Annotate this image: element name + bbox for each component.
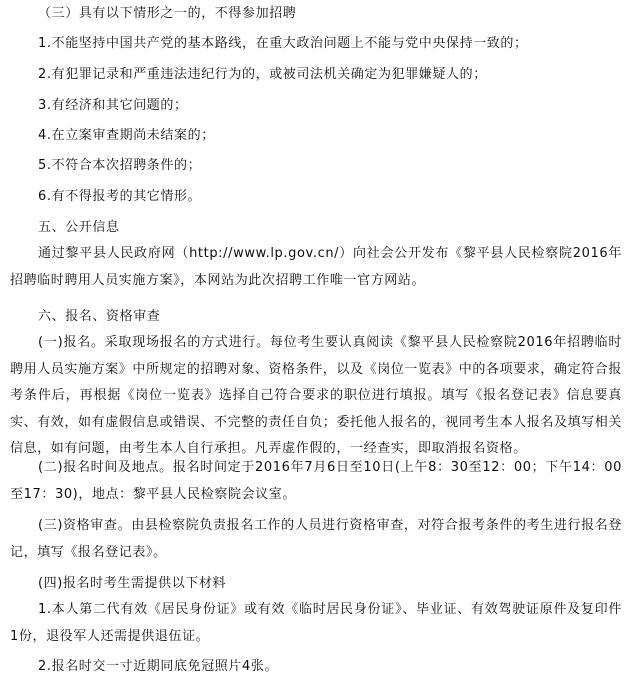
materials-item-2: 2.报名时交一寸近期同底免冠照片4张。 <box>38 659 279 674</box>
disqualification-item-2: 2.有犯罪记录和严重违法违纪行为的，或被司法机关确定为犯罪嫌疑人的； <box>38 67 487 82</box>
materials-heading: (四)报名时考生需提供以下材料 <box>38 576 227 591</box>
materials-item-1: 1.本人第二代有效《居民身份证》或有效《临时居民身份证》、毕业证、有效驾驶证原件及复印件1份，退役军人还需提供退伍证。 <box>10 602 622 644</box>
disqualification-item-3: 3.有经济和其它问题的； <box>38 98 188 113</box>
section-heading-registration: 六、报名、资格审查 <box>38 309 161 324</box>
qualification-review-paragraph: (三)资格审查。由县检察院负责报名工作的人员进行资格审查，对符合报考条件的考生进行报名登记，填写《报名登记表》。 <box>10 518 622 560</box>
disqualification-item-1: 1.不能坚持中国共产党的基本路线，在重大政治问题上不能与党中央保持一致的； <box>38 36 528 51</box>
public-info-paragraph: 通过黎平县人民政府网（http://www.lp.gov.cn/）向社会公开发布《黎平县人民检察院2016年招聘临时聘用人员实施方案》，本网站为此次招聘工作唯一官方网站。 <box>10 246 622 288</box>
section-heading-public-info: 五、公开信息 <box>38 220 120 235</box>
registration-time-paragraph: (二)报名时间及地点。报名时间定于2016年7月6日至10日(上午8：30至12：00；下午14：00至17：30)，地点：黎平县人民检察院会议室。 <box>10 460 622 502</box>
disqualification-item-4: 4.在立案审查期尚未结案的； <box>38 128 215 143</box>
registration-paragraph: (一)报名。采取现场报名的方式进行。每位考生要认真阅读《黎平县人民检察院2016年招聘临时聘用人员实施方案》中所规定的招聘对象、资格条件，以及《岗位一览表》中的各项要求，确定符合报考条件后，再根据《岗位一览表》选择自己符合要求的职位进行填报。填写《报名登记表》信息要真实、有效，如有虚假信息或错误、不完整的责任自负；委托他人报名的，视同考生本人报名及填写相关信息，如有问题，由考生本人自行承担。凡弄虚作假的，一经查实，即取消报名资格。 <box>10 335 623 456</box>
disqualification-item-6: 6.有不得报考的其它情形。 <box>38 189 202 204</box>
disqualification-item-5: 5.不符合本次招聘条件的； <box>38 158 202 173</box>
section-heading-disqualifications: （三）具有以下情形之一的，不得参加招聘 <box>38 6 297 21</box>
